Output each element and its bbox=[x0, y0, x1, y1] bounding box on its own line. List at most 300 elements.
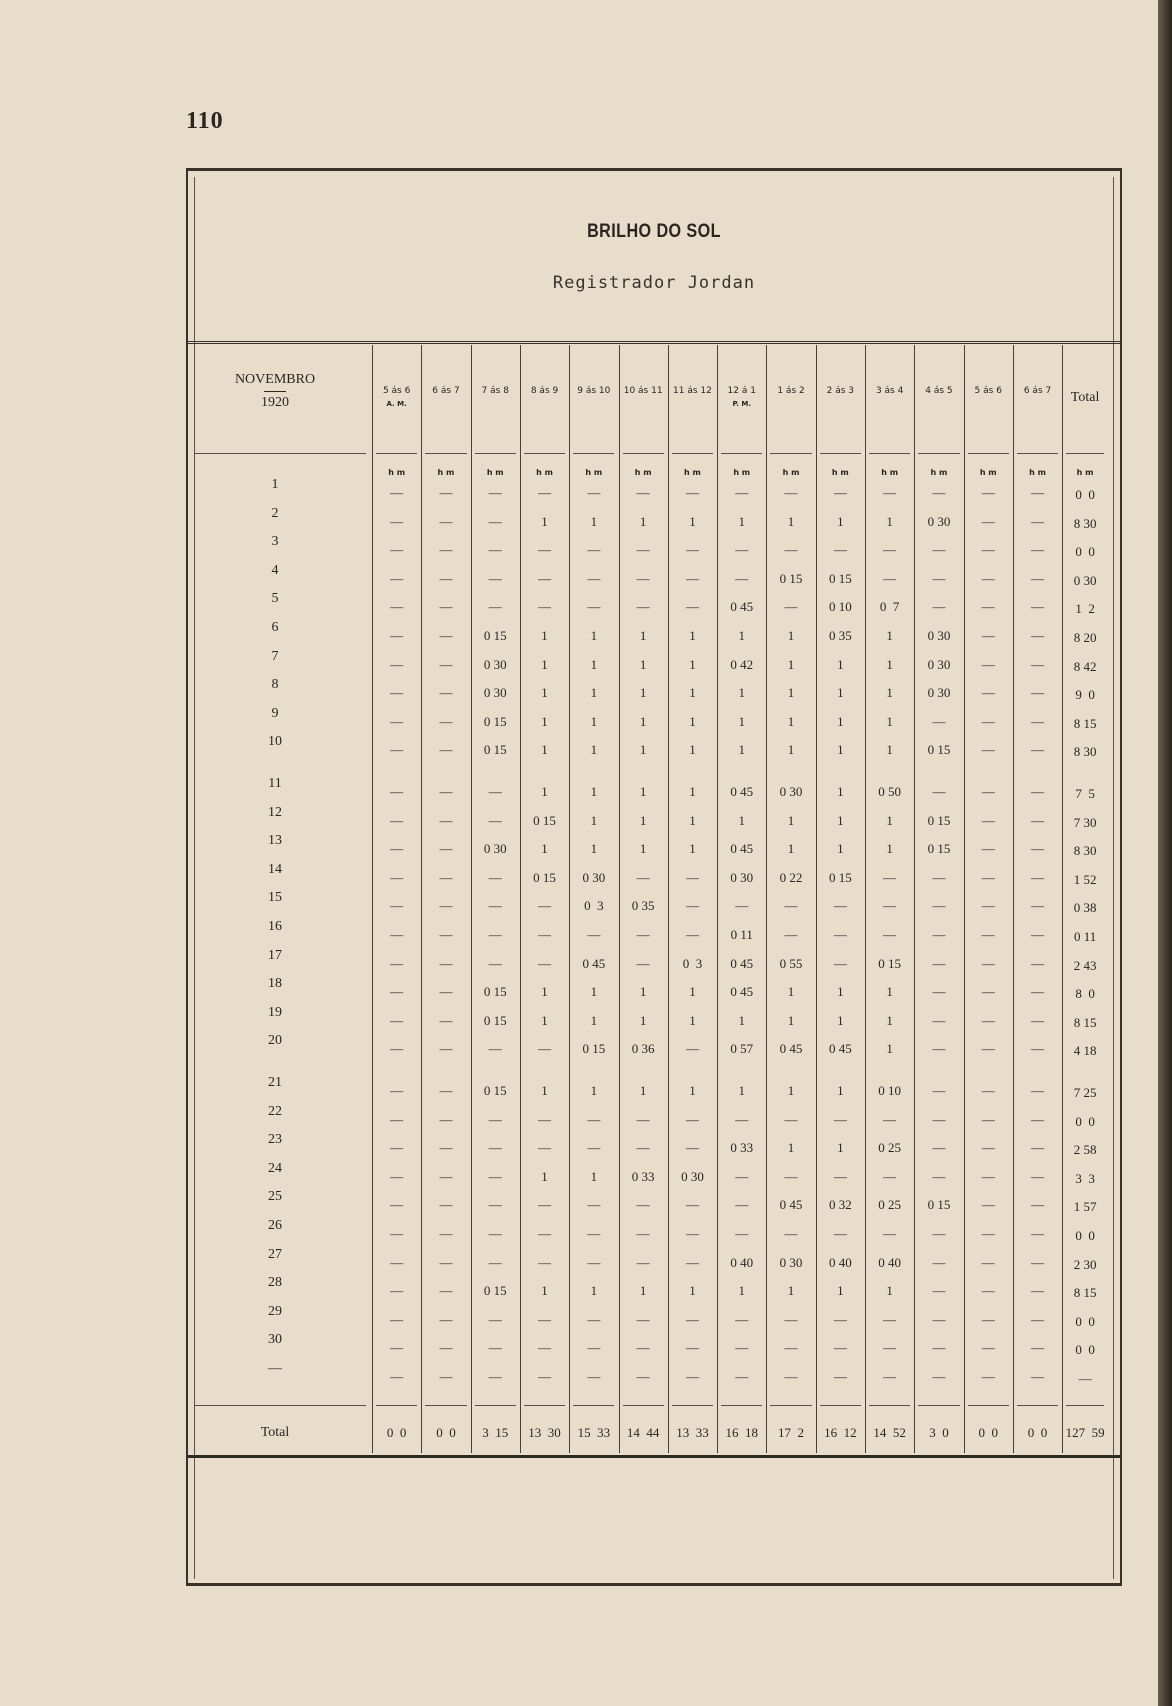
hour-value: 0 30 bbox=[483, 685, 507, 701]
day-total: 0 0 bbox=[1075, 1342, 1095, 1358]
hour-value: — bbox=[932, 1168, 946, 1184]
hour-value: — bbox=[735, 1168, 749, 1184]
hour-value: — bbox=[1031, 1041, 1045, 1057]
hour-value: — bbox=[488, 1168, 502, 1184]
hour-value: — bbox=[1031, 742, 1045, 758]
hour-value: — bbox=[981, 599, 995, 615]
hour-value: — bbox=[685, 1369, 699, 1384]
hour-value: — bbox=[784, 542, 798, 558]
hour-total: 0 0 bbox=[978, 1425, 998, 1440]
hour-value: 1 bbox=[541, 1283, 548, 1299]
hour-value: — bbox=[735, 542, 749, 558]
month-year-header bbox=[194, 371, 356, 411]
hour-value: — bbox=[488, 1311, 502, 1327]
hour-value: — bbox=[439, 1311, 453, 1327]
hour-value: 1 bbox=[837, 685, 844, 701]
unit-label: h m bbox=[782, 468, 800, 477]
hour-value: — bbox=[932, 1012, 946, 1028]
hour-value: — bbox=[390, 984, 404, 1000]
hour-total: 17 2 bbox=[778, 1425, 805, 1440]
hour-value: — bbox=[981, 570, 995, 586]
day-total: 7 30 bbox=[1073, 814, 1097, 830]
hour-value: 0 3 bbox=[682, 955, 703, 971]
hour-value: 1 bbox=[689, 784, 696, 799]
total-separator bbox=[770, 1405, 811, 1406]
hour-value: — bbox=[1031, 984, 1045, 1000]
total-separator bbox=[376, 1405, 417, 1406]
total-separator bbox=[425, 1405, 466, 1406]
hour-value: — bbox=[488, 1254, 502, 1270]
hour-value: 1 bbox=[738, 685, 745, 701]
hour-value: — bbox=[439, 984, 453, 1000]
hour-value: 0 30 bbox=[681, 1168, 704, 1184]
hour-value: — bbox=[883, 869, 897, 885]
header-underline bbox=[623, 453, 664, 454]
hour-total: 3 0 bbox=[929, 1425, 949, 1440]
header-underline bbox=[376, 453, 417, 454]
hour-value: — bbox=[390, 1012, 404, 1028]
hour-value: — bbox=[439, 1168, 453, 1184]
day-total: 2 58 bbox=[1073, 1142, 1097, 1158]
hour-total: 13 30 bbox=[528, 1425, 561, 1440]
total-separator bbox=[194, 1405, 366, 1406]
month-label: NOVEMBRO bbox=[234, 372, 316, 387]
hour-value: 1 bbox=[787, 984, 795, 1000]
total-column-header: Total bbox=[1070, 390, 1100, 405]
column-header-label: 4 ás 5 bbox=[925, 386, 953, 396]
hour-value: — bbox=[587, 1226, 601, 1241]
hour-value: 1 bbox=[590, 628, 598, 643]
column-header-label: 2 ás 3 bbox=[826, 386, 855, 396]
hour-value: — bbox=[587, 485, 601, 500]
hour-value: — bbox=[1031, 869, 1045, 885]
hour-value: 1 bbox=[639, 841, 647, 857]
column-header bbox=[766, 385, 815, 399]
header-underline bbox=[721, 453, 762, 454]
header-underline bbox=[475, 453, 516, 454]
hour-value: 1 bbox=[639, 742, 647, 758]
hour-value: — bbox=[439, 841, 453, 857]
hour-value: — bbox=[735, 1226, 749, 1241]
hour-value: — bbox=[636, 542, 650, 558]
hour-value: — bbox=[439, 955, 453, 971]
hour-value: — bbox=[587, 1311, 601, 1327]
hour-value: — bbox=[390, 955, 404, 971]
hour-value: — bbox=[1031, 1083, 1045, 1098]
hour-value: — bbox=[390, 570, 404, 586]
hour-value: — bbox=[981, 1311, 995, 1327]
hour-value: 0 3 bbox=[584, 898, 604, 914]
hour-value: — bbox=[439, 1369, 453, 1384]
hour-value: — bbox=[636, 1111, 650, 1127]
hour-value: — bbox=[932, 1226, 946, 1241]
hour-value: — bbox=[439, 1111, 453, 1127]
header-divider bbox=[188, 341, 1120, 344]
hour-value: — bbox=[390, 1254, 404, 1270]
hour-value: — bbox=[883, 927, 897, 942]
hour-value: 0 45 bbox=[582, 955, 606, 971]
hour-value: 1 bbox=[639, 656, 647, 672]
hour-value: — bbox=[636, 1340, 650, 1356]
unit-label: h m bbox=[536, 468, 553, 477]
hour-value: — bbox=[833, 898, 847, 914]
hour-value: — bbox=[390, 1340, 404, 1356]
column-header-label: 8 ás 9 bbox=[530, 386, 559, 396]
hour-value: — bbox=[390, 841, 404, 857]
hour-value: 1 bbox=[886, 513, 893, 529]
hour-value: — bbox=[488, 485, 502, 500]
hour-value: — bbox=[833, 1340, 847, 1356]
hour-value: 1 bbox=[787, 742, 795, 758]
hour-total: 0 0 bbox=[436, 1425, 456, 1440]
hour-value: 1 bbox=[541, 685, 548, 701]
hour-value: — bbox=[488, 513, 502, 529]
hour-value: 0 30 bbox=[927, 513, 951, 529]
day-total: 2 30 bbox=[1073, 1256, 1097, 1272]
hour-value: 0 30 bbox=[927, 656, 951, 672]
day-total: 0 30 bbox=[1073, 572, 1097, 588]
hour-value: 0 45 bbox=[730, 841, 754, 857]
hour-value: 1 bbox=[689, 656, 696, 672]
hour-value: — bbox=[932, 713, 946, 729]
hour-value: — bbox=[981, 1012, 995, 1028]
unit-label: h m bbox=[733, 468, 751, 477]
hour-value: — bbox=[1031, 570, 1045, 586]
hour-value: — bbox=[1031, 656, 1045, 672]
hour-value: — bbox=[981, 742, 995, 758]
hour-value: 1 bbox=[590, 1283, 598, 1299]
hour-value: — bbox=[439, 1012, 453, 1028]
hour-value: 1 bbox=[590, 713, 598, 729]
hour-value: 1 bbox=[837, 812, 844, 828]
hour-value: 0 45 bbox=[730, 984, 754, 1000]
hour-value: 0 40 bbox=[878, 1254, 902, 1270]
hour-value: — bbox=[488, 1041, 502, 1057]
day-total: 0 0 bbox=[1075, 487, 1095, 502]
hour-value: — bbox=[636, 1140, 650, 1156]
hour-value: 0 15 bbox=[483, 984, 507, 1000]
hour-value: — bbox=[488, 570, 502, 586]
hour-value: 0 15 bbox=[927, 742, 951, 758]
hour-value: 1 bbox=[590, 1012, 598, 1028]
day-label: 20 bbox=[268, 1033, 282, 1049]
hour-value: 1 bbox=[787, 628, 795, 643]
month-dash bbox=[264, 391, 286, 392]
hour-value: — bbox=[932, 542, 946, 558]
hour-value: 0 15 bbox=[828, 570, 852, 586]
hour-value: 1 bbox=[837, 1012, 844, 1028]
hour-value: 0 15 bbox=[483, 628, 507, 643]
hour-value: — bbox=[538, 1111, 552, 1127]
hour-value: — bbox=[981, 1254, 995, 1270]
day-total: 0 0 bbox=[1075, 544, 1095, 560]
total-separator bbox=[524, 1405, 565, 1406]
hour-value: — bbox=[685, 1140, 699, 1156]
hour-value: — bbox=[488, 898, 502, 914]
day-total: 8 15 bbox=[1073, 1014, 1097, 1030]
hour-value: — bbox=[981, 1283, 995, 1299]
hour-value: — bbox=[685, 542, 699, 558]
hour-value: — bbox=[784, 898, 798, 914]
total-separator bbox=[820, 1405, 861, 1406]
hour-value: 1 bbox=[541, 713, 548, 729]
hour-value: — bbox=[784, 1226, 798, 1241]
column-header-label: 5 ás 6 bbox=[974, 386, 1002, 396]
hour-value: — bbox=[439, 599, 453, 615]
column-header bbox=[619, 385, 668, 399]
day-total: 0 11 bbox=[1073, 929, 1097, 944]
hour-value: 0 45 bbox=[779, 1197, 803, 1213]
hour-value: — bbox=[1031, 1197, 1045, 1213]
total-separator bbox=[672, 1405, 713, 1406]
hour-value: — bbox=[1031, 1111, 1045, 1127]
hour-value: — bbox=[1031, 784, 1045, 799]
column-header-period: A. M. bbox=[386, 399, 407, 408]
day-total: 8 42 bbox=[1073, 658, 1097, 674]
hour-value: 0 45 bbox=[730, 784, 754, 799]
day-label: 10 bbox=[268, 734, 282, 750]
day-label: 17 bbox=[268, 947, 282, 963]
hour-value: — bbox=[833, 927, 847, 942]
table-frame bbox=[186, 168, 1122, 1586]
hour-value: 1 bbox=[639, 1012, 647, 1028]
hour-value: 1 bbox=[787, 1012, 795, 1028]
hour-value: 0 15 bbox=[582, 1041, 606, 1057]
total-separator bbox=[968, 1405, 1009, 1406]
day-label: 26 bbox=[268, 1218, 282, 1233]
hour-value: — bbox=[1031, 485, 1045, 500]
hour-value: — bbox=[538, 599, 552, 615]
grand-total: 127 59 bbox=[1065, 1425, 1105, 1440]
hour-total: 15 33 bbox=[577, 1425, 611, 1440]
unit-label: h m bbox=[1076, 468, 1094, 477]
hour-value: — bbox=[1031, 1226, 1045, 1241]
total-separator bbox=[1066, 1405, 1104, 1406]
day-total: 3 3 bbox=[1075, 1170, 1095, 1186]
hour-value: — bbox=[538, 1140, 552, 1156]
hour-value: — bbox=[538, 1369, 552, 1384]
page-number: 110 bbox=[186, 108, 224, 134]
day-label: 1 bbox=[271, 477, 279, 492]
hour-value: 0 15 bbox=[779, 570, 803, 586]
hour-value: — bbox=[1031, 1283, 1045, 1299]
hour-value: 0 33 bbox=[730, 1140, 754, 1156]
hour-value: — bbox=[784, 1340, 798, 1356]
column-header-label: 12 á 1 bbox=[727, 386, 756, 396]
hour-value: 1 bbox=[886, 1041, 893, 1057]
hour-total: 16 18 bbox=[725, 1425, 758, 1440]
header-underline bbox=[918, 453, 959, 454]
day-total: 2 43 bbox=[1073, 957, 1097, 973]
hour-value: — bbox=[981, 628, 995, 643]
hour-value: — bbox=[636, 485, 650, 500]
unit-label: h m bbox=[831, 468, 849, 477]
hour-value: 1 bbox=[689, 713, 696, 729]
hour-value: — bbox=[1031, 1311, 1045, 1327]
hour-value: — bbox=[636, 955, 650, 971]
hour-value: — bbox=[488, 955, 502, 971]
hour-value: — bbox=[488, 812, 502, 828]
total-separator bbox=[1017, 1405, 1058, 1406]
hour-value: — bbox=[538, 898, 552, 914]
hour-value: — bbox=[784, 1369, 798, 1384]
hour-value: — bbox=[1031, 955, 1045, 971]
hour-value: — bbox=[538, 1311, 552, 1327]
hour-value: 1 bbox=[886, 984, 893, 1000]
hour-value: 0 15 bbox=[483, 1083, 507, 1098]
hour-value: — bbox=[488, 1197, 502, 1213]
hour-value: — bbox=[981, 1111, 995, 1127]
hour-value: 1 bbox=[639, 1283, 647, 1299]
hour-value: — bbox=[390, 513, 404, 529]
hour-value: — bbox=[981, 869, 995, 885]
hour-value: 1 bbox=[837, 1083, 844, 1098]
hour-value: — bbox=[390, 656, 404, 672]
total-row-label: Total bbox=[260, 1425, 290, 1440]
hour-value: — bbox=[538, 1226, 552, 1241]
header-underline bbox=[869, 453, 910, 454]
hour-value: — bbox=[784, 927, 798, 942]
hour-value: 1 bbox=[787, 812, 795, 828]
hour-value: — bbox=[488, 1111, 502, 1127]
hour-value: 0 25 bbox=[878, 1197, 902, 1213]
hour-total: 14 44 bbox=[626, 1425, 660, 1440]
hour-value: — bbox=[390, 685, 404, 701]
day-label: 7 bbox=[271, 648, 279, 664]
hour-value: 1 bbox=[738, 1012, 745, 1028]
hour-value: — bbox=[439, 1041, 453, 1057]
column-header bbox=[1013, 385, 1062, 399]
day-label: 18 bbox=[268, 976, 282, 992]
hour-value: — bbox=[636, 599, 650, 615]
hour-value: — bbox=[883, 570, 897, 586]
day-label: 27 bbox=[268, 1246, 282, 1262]
unit-label: h m bbox=[388, 468, 406, 477]
day-total: 1 52 bbox=[1073, 871, 1097, 887]
hour-value: 0 15 bbox=[927, 841, 951, 857]
hour-value: 1 bbox=[541, 628, 548, 643]
hour-value: — bbox=[981, 1197, 995, 1213]
hour-value: — bbox=[390, 1111, 404, 1127]
column-header-label: 6 ás 7 bbox=[1023, 386, 1052, 396]
hour-value: 0 25 bbox=[878, 1140, 902, 1156]
hour-value: — bbox=[587, 927, 601, 942]
hour-value: — bbox=[735, 1311, 749, 1327]
hour-value: — bbox=[735, 485, 749, 500]
hour-value: — bbox=[587, 1254, 601, 1270]
book-edge-shadow bbox=[1158, 0, 1172, 1706]
hour-value: — bbox=[439, 513, 453, 529]
hour-value: 1 bbox=[541, 1168, 548, 1184]
hour-value: — bbox=[1031, 542, 1045, 558]
hour-value: — bbox=[784, 1168, 798, 1184]
day-total: 8 30 bbox=[1073, 843, 1097, 859]
hour-value: — bbox=[932, 1111, 946, 1127]
hour-value: — bbox=[833, 1111, 847, 1127]
hour-value: — bbox=[538, 1254, 552, 1270]
day-total: 8 15 bbox=[1073, 715, 1097, 731]
hour-value: 1 bbox=[738, 1083, 745, 1098]
hour-value: — bbox=[685, 1197, 699, 1213]
column-header bbox=[914, 385, 963, 399]
hour-value: — bbox=[587, 599, 601, 615]
hour-value: 1 bbox=[541, 784, 548, 799]
hour-value: 1 bbox=[738, 1283, 745, 1299]
hour-value: — bbox=[488, 1340, 502, 1356]
hour-total: 0 0 bbox=[1027, 1425, 1048, 1440]
hour-value: — bbox=[636, 927, 650, 942]
hour-value: — bbox=[439, 812, 453, 828]
hour-value: — bbox=[932, 1369, 946, 1384]
hour-value: — bbox=[1031, 1140, 1045, 1156]
hour-value: 0 35 bbox=[828, 628, 852, 643]
hour-value: — bbox=[833, 1168, 847, 1184]
hour-value: 0 15 bbox=[927, 812, 951, 828]
hour-value: — bbox=[685, 570, 699, 586]
day-total: 1 57 bbox=[1073, 1199, 1097, 1215]
day-label: 25 bbox=[268, 1189, 282, 1205]
hour-value: 0 15 bbox=[483, 1283, 507, 1299]
hour-value: — bbox=[932, 927, 946, 942]
hour-value: 0 30 bbox=[927, 685, 951, 701]
hour-value: — bbox=[1031, 685, 1045, 701]
hour-value: — bbox=[932, 784, 946, 799]
hour-value: — bbox=[932, 898, 946, 914]
hour-value: 0 15 bbox=[533, 812, 556, 828]
hour-value: — bbox=[883, 542, 897, 558]
header-underline bbox=[194, 453, 366, 454]
hour-value: 0 45 bbox=[730, 955, 754, 971]
hour-value: — bbox=[439, 685, 453, 701]
hour-value: — bbox=[390, 1311, 404, 1327]
hour-value: 1 bbox=[787, 1083, 795, 1098]
header-underline bbox=[573, 453, 614, 454]
column-header-label: 11 ás 12 bbox=[673, 386, 712, 396]
hour-value: 0 42 bbox=[730, 656, 754, 672]
day-total: — bbox=[1078, 1371, 1092, 1386]
hour-value: — bbox=[587, 570, 601, 586]
unit-label: h m bbox=[684, 468, 701, 477]
hour-value: 1 bbox=[837, 1283, 844, 1299]
hour-value: 0 30 bbox=[779, 1254, 803, 1270]
day-total: 8 0 bbox=[1075, 986, 1095, 1002]
hour-value: — bbox=[784, 599, 798, 615]
column-header bbox=[569, 385, 618, 399]
column-header bbox=[668, 385, 717, 399]
hour-value: 0 15 bbox=[483, 1012, 507, 1028]
hour-value: — bbox=[439, 713, 453, 729]
hour-value: 1 bbox=[639, 1083, 647, 1098]
hour-value: 1 bbox=[787, 713, 795, 729]
total-separator bbox=[573, 1405, 614, 1406]
column-header bbox=[865, 385, 914, 399]
hour-value: 1 bbox=[541, 513, 548, 529]
hour-value: 0 30 bbox=[483, 841, 507, 857]
hour-value: — bbox=[685, 1311, 699, 1327]
day-label: 4 bbox=[271, 562, 279, 578]
hour-total: 3 15 bbox=[482, 1425, 509, 1440]
hour-value: — bbox=[981, 1140, 995, 1156]
hour-value: 1 bbox=[689, 513, 696, 529]
hour-value: 1 bbox=[639, 812, 647, 828]
hour-value: 0 55 bbox=[779, 955, 803, 971]
unit-label: h m bbox=[1029, 468, 1046, 477]
hour-value: 0 45 bbox=[730, 599, 754, 615]
day-total: 8 20 bbox=[1073, 630, 1097, 645]
hour-value: — bbox=[1031, 713, 1045, 729]
hour-value: 0 33 bbox=[631, 1168, 655, 1184]
hour-value: 0 30 bbox=[927, 628, 951, 643]
